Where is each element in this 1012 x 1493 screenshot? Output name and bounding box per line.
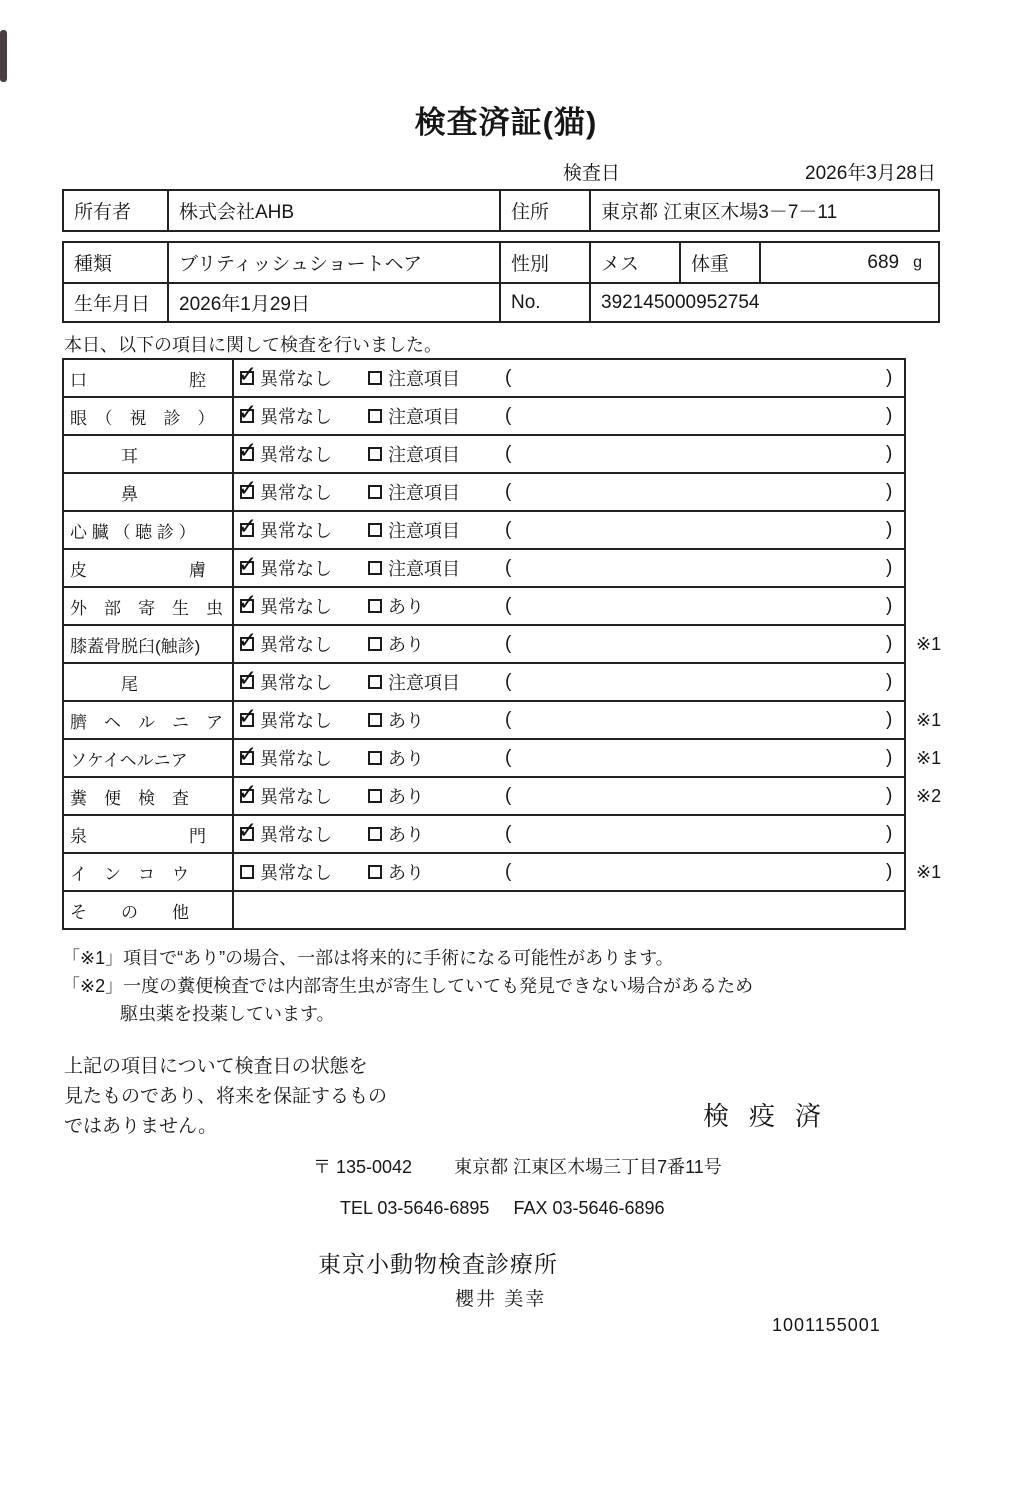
option-label: 異常なし <box>260 635 332 655</box>
open-paren: ( <box>505 633 512 654</box>
checkbox-empty-icon <box>368 599 382 613</box>
option-flagged <box>368 783 488 809</box>
close-paren: ) <box>886 367 893 388</box>
open-paren: ( <box>505 747 512 768</box>
close-paren: ) <box>886 481 893 502</box>
option-no-abnormality <box>240 403 368 429</box>
option-label: 異常なし <box>260 863 332 883</box>
item-options <box>234 740 904 776</box>
weight-label: 体重 <box>679 243 759 282</box>
disclaimer-line2: 見たものであり、将来を保証するもの <box>64 1086 388 1107</box>
item-options <box>234 626 904 662</box>
disclaimer-line3: ではありません。 <box>64 1116 218 1137</box>
option-flagged <box>368 631 488 657</box>
checkbox-empty-icon <box>368 827 382 841</box>
option-label: 異常なし <box>260 787 332 807</box>
item-label: 耳 <box>64 436 234 472</box>
checklist-row <box>64 512 904 550</box>
option-flagged <box>368 365 488 391</box>
clinic-address-line <box>313 1153 722 1179</box>
option-flagged <box>368 593 488 619</box>
footnote-mark: ※1 <box>916 748 942 768</box>
footnote-mark: ※1 <box>916 634 942 654</box>
footnote-mark: ※2 <box>916 786 942 806</box>
option-no-abnormality <box>240 441 368 467</box>
item-label: 膝蓋骨脱臼(触診) <box>64 626 234 662</box>
item-label: 眼 （ 視 診 ） <box>64 398 234 434</box>
item-label: 鼻 <box>64 474 234 510</box>
checkbox-empty-icon <box>368 561 382 575</box>
tel-number: TEL 03-5646-6895 <box>340 1198 490 1218</box>
close-paren: ) <box>886 785 893 806</box>
fax-number: FAX 03-5646-6896 <box>513 1198 665 1218</box>
option-no-abnormality <box>240 783 368 809</box>
weight-unit: g <box>913 253 922 271</box>
checkbox-empty-icon <box>368 523 382 537</box>
open-paren: ( <box>505 443 512 464</box>
owner-table <box>62 189 940 232</box>
checklist-row <box>64 360 904 398</box>
open-paren: ( <box>505 823 512 844</box>
option-no-abnormality <box>240 745 368 771</box>
disclaimer <box>64 1052 387 1142</box>
quarantine-stamp: 検疫済 <box>703 1101 842 1131</box>
weight-value-cell <box>759 243 938 282</box>
option-flagged <box>368 669 488 695</box>
checkbox-empty-icon <box>368 409 382 423</box>
checklist-row <box>64 778 942 816</box>
item-options <box>234 550 904 586</box>
checklist-row <box>64 702 942 740</box>
checkbox-checked-icon <box>240 637 254 651</box>
checkbox-checked-icon <box>240 409 254 423</box>
open-paren: ( <box>505 519 512 540</box>
checklist-row <box>64 588 904 626</box>
option-label: 注意項目 <box>388 483 460 503</box>
address-value: 東京都 江東区木場3－7－11 <box>589 191 938 230</box>
checkbox-empty-icon <box>368 371 382 385</box>
open-paren: ( <box>505 709 512 730</box>
option-no-abnormality <box>240 555 368 581</box>
option-label: 注意項目 <box>388 521 460 541</box>
close-paren: ) <box>886 747 893 768</box>
option-label: あり <box>388 635 424 655</box>
close-paren: ) <box>886 405 893 426</box>
checklist-row <box>64 474 904 512</box>
checkbox-empty-icon <box>368 713 382 727</box>
postal-code: 〒 135-0042 <box>313 1157 413 1177</box>
option-flagged <box>368 707 488 733</box>
option-label: 異常なし <box>260 445 332 465</box>
inspection-date-value: 2026年3月28日 <box>805 163 936 184</box>
owner-label: 所有者 <box>74 202 132 223</box>
footnote-mark: ※1 <box>916 862 942 882</box>
checklist-table <box>62 358 942 930</box>
checkbox-checked-icon <box>240 447 254 461</box>
option-label: あり <box>388 711 424 731</box>
checklist-row <box>64 436 904 474</box>
option-label: 注意項目 <box>388 673 460 693</box>
item-options <box>234 664 904 700</box>
item-label: そ の 他 <box>64 892 234 928</box>
option-no-abnormality <box>240 479 368 505</box>
option-flagged <box>368 555 488 581</box>
close-paren: ) <box>886 633 893 654</box>
checkbox-checked-icon <box>240 371 254 385</box>
item-options <box>234 398 904 434</box>
option-label: 異常なし <box>260 749 332 769</box>
birth-value: 2026年1月29日 <box>167 284 499 321</box>
scan-artifact <box>0 30 7 82</box>
item-options <box>234 474 904 510</box>
checkbox-empty-icon <box>240 865 254 879</box>
checklist-row <box>64 854 942 892</box>
item-options <box>234 436 904 472</box>
option-label: 注意項目 <box>388 445 460 465</box>
option-no-abnormality <box>240 365 368 391</box>
item-options <box>234 588 904 624</box>
item-label: 口 腔 <box>64 360 234 396</box>
checkbox-empty-icon <box>368 485 382 499</box>
option-label: 注意項目 <box>388 559 460 579</box>
open-paren: ( <box>505 595 512 616</box>
close-paren: ) <box>886 671 893 692</box>
checklist-row <box>64 550 904 588</box>
close-paren: ) <box>886 709 893 730</box>
close-paren: ) <box>886 519 893 540</box>
option-no-abnormality <box>240 821 368 847</box>
option-no-abnormality <box>240 707 368 733</box>
disclaimer-line1: 上記の項目について検査日の状態を <box>64 1056 368 1077</box>
checkbox-checked-icon <box>240 599 254 613</box>
checklist-row <box>64 740 942 778</box>
open-paren: ( <box>505 481 512 502</box>
item-label: イ ン コ ウ <box>64 854 234 890</box>
option-label: 異常なし <box>260 673 332 693</box>
checklist-intro: 本日、以下の項目に関して検査を行いました。 <box>64 335 442 355</box>
item-options <box>234 360 904 396</box>
close-paren: ) <box>886 861 893 882</box>
option-label: 注意項目 <box>388 407 460 427</box>
open-paren: ( <box>505 367 512 388</box>
option-flagged <box>368 441 488 467</box>
checkbox-checked-icon <box>240 523 254 537</box>
item-label: 糞 便 検 査 <box>64 778 234 814</box>
item-label: 心 臓 （ 聴 診 ） <box>64 512 234 548</box>
checkbox-empty-icon <box>368 865 382 879</box>
document-code: 1001155001 <box>772 1315 881 1335</box>
option-flagged <box>368 821 488 847</box>
checklist-row <box>64 892 904 930</box>
owner-value: 株式会社AHB <box>167 191 499 230</box>
checklist-row <box>64 816 904 854</box>
open-paren: ( <box>505 557 512 578</box>
item-options <box>234 702 904 738</box>
breed-value: ブリティッシュショートヘア <box>167 243 499 282</box>
checkbox-checked-icon <box>240 751 254 765</box>
checkbox-empty-icon <box>368 447 382 461</box>
option-label: 異常なし <box>260 711 332 731</box>
item-label: ソケイヘルニア <box>64 740 234 776</box>
option-label: 異常なし <box>260 407 332 427</box>
checklist-row <box>64 626 942 664</box>
option-label: 異常なし <box>260 369 332 389</box>
close-paren: ) <box>886 443 893 464</box>
option-flagged <box>368 517 488 543</box>
item-label: 皮 膚 <box>64 550 234 586</box>
option-flagged <box>368 479 488 505</box>
close-paren: ) <box>886 823 893 844</box>
option-label: 注意項目 <box>388 369 460 389</box>
item-label: 外 部 寄 生 虫 <box>64 588 234 624</box>
open-paren: ( <box>505 785 512 806</box>
option-label: あり <box>388 787 424 807</box>
option-flagged <box>368 859 488 885</box>
option-label: 異常なし <box>260 597 332 617</box>
item-options <box>234 512 904 548</box>
checkbox-empty-icon <box>368 751 382 765</box>
checkbox-empty-icon <box>368 675 382 689</box>
option-label: 異常なし <box>260 483 332 503</box>
veterinarian-name: 櫻井 美幸 <box>455 1289 547 1310</box>
checklist-row <box>64 664 904 702</box>
other-blank-cell <box>234 892 904 928</box>
inspection-date-label: 検査日 <box>563 163 621 184</box>
item-label: 尾 <box>64 664 234 700</box>
checkbox-checked-icon <box>240 713 254 727</box>
option-label: あり <box>388 749 424 769</box>
open-paren: ( <box>505 671 512 692</box>
option-label: あり <box>388 863 424 883</box>
birth-label: 生年月日 <box>74 294 151 315</box>
option-no-abnormality <box>240 669 368 695</box>
option-no-abnormality <box>240 859 368 885</box>
animal-table <box>62 241 940 323</box>
checkbox-empty-icon <box>368 789 382 803</box>
breed-label: 種類 <box>74 254 113 275</box>
weight-value: 689 <box>867 251 900 273</box>
footnotes <box>62 944 753 1028</box>
sex-label: 性別 <box>499 243 589 282</box>
clinic-address: 東京都 江東区木場三丁目7番11号 <box>454 1157 722 1177</box>
checkbox-checked-icon <box>240 675 254 689</box>
footnote-2: 「※2」一度の糞便検査では内部寄生虫が寄生していても発見できない場合があるため <box>62 976 754 996</box>
option-flagged <box>368 403 488 429</box>
item-options <box>234 854 904 890</box>
certificate-no-value: 392145000952754 <box>589 284 938 321</box>
open-paren: ( <box>505 861 512 882</box>
item-label: 臍 ヘ ル ニ ア <box>64 702 234 738</box>
option-no-abnormality <box>240 517 368 543</box>
owner-row <box>64 191 938 230</box>
checkbox-checked-icon <box>240 561 254 575</box>
sex-value: メス <box>589 243 679 282</box>
close-paren: ) <box>886 557 893 578</box>
certificate-no-label: No. <box>499 284 589 321</box>
checkbox-empty-icon <box>368 637 382 651</box>
breed-row <box>64 243 938 282</box>
item-options <box>234 778 904 814</box>
option-label: あり <box>388 825 424 845</box>
close-paren: ) <box>886 595 893 616</box>
footnote-mark: ※1 <box>916 710 942 730</box>
address-label: 住所 <box>499 191 589 230</box>
option-flagged <box>368 745 488 771</box>
clinic-name: 東京小動物検査診療所 <box>318 1251 558 1277</box>
checkbox-checked-icon <box>240 789 254 803</box>
item-options <box>234 816 904 852</box>
option-no-abnormality <box>240 593 368 619</box>
option-label: 異常なし <box>260 825 332 845</box>
birth-row <box>64 282 938 321</box>
checkbox-checked-icon <box>240 485 254 499</box>
checkbox-checked-icon <box>240 827 254 841</box>
checklist-row <box>64 398 904 436</box>
footnote-1: 「※1」項目で“あり”の場合、一部は将来的に手術になる可能性があります。 <box>62 948 674 968</box>
footnote-2-continued: 駆虫薬を投薬しています。 <box>120 1004 335 1024</box>
tel-fax-line <box>340 1198 665 1219</box>
option-no-abnormality <box>240 631 368 657</box>
option-label: 異常なし <box>260 559 332 579</box>
open-paren: ( <box>505 405 512 426</box>
option-label: あり <box>388 597 424 617</box>
option-label: 異常なし <box>260 521 332 541</box>
item-label: 泉 門 <box>64 816 234 852</box>
page-title: 検査済証(猫) <box>414 105 598 140</box>
